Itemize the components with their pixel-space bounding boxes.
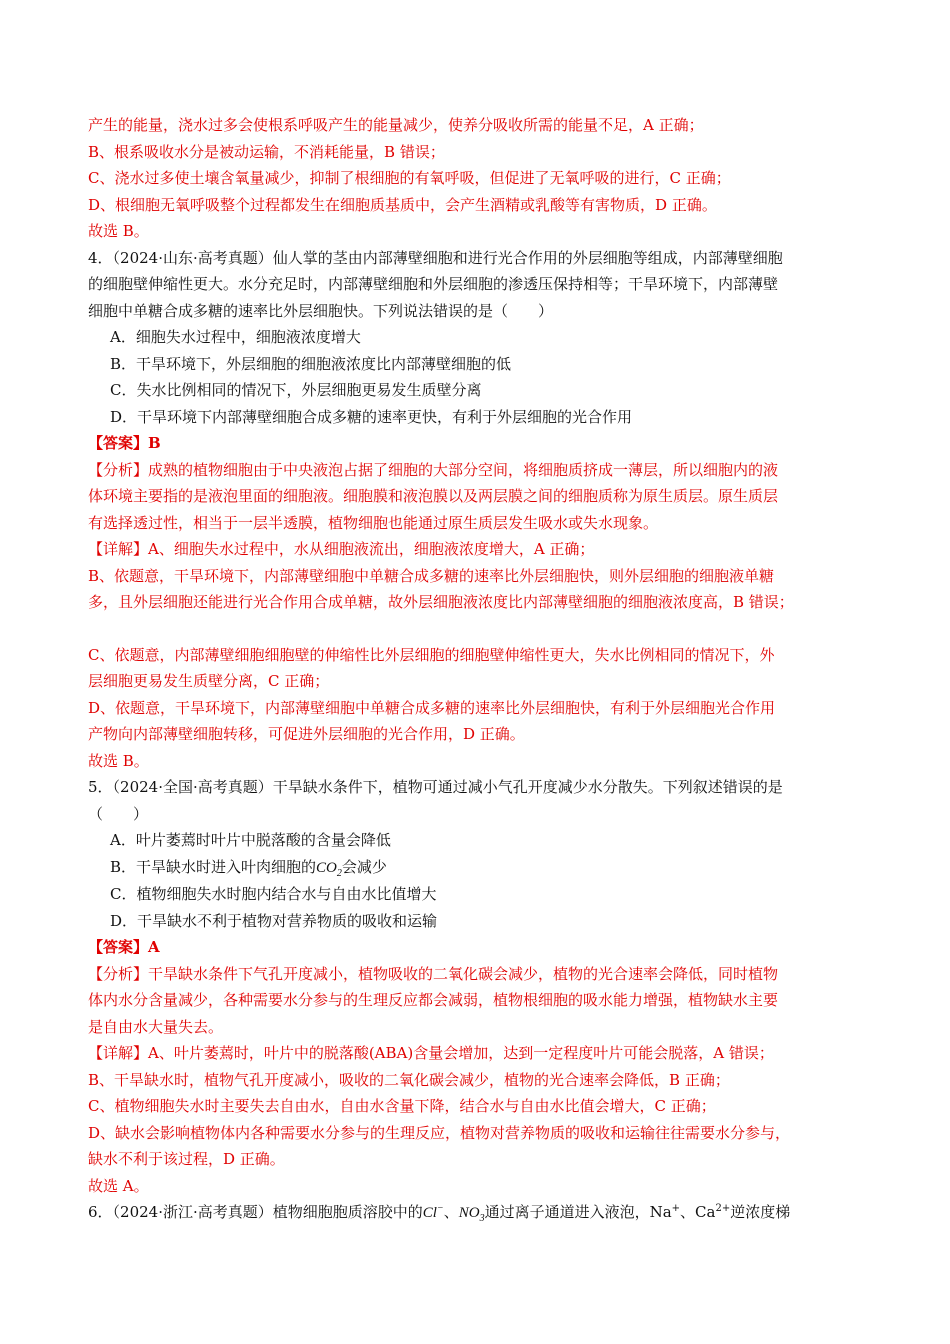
q5-option-b-text: B．干旱缺水时进入叶肉细胞的 xyxy=(110,857,317,876)
q4-detail-line: 层细胞更易发生质壁分离，C 正确； xyxy=(88,672,330,690)
blank-line xyxy=(88,616,864,642)
q4-answer: 【答案】B xyxy=(88,434,161,452)
q3-explanation-line: C、浇水过多使土壤含氧量减少，抑制了根细胞的有氧呼吸，但促进了无氧呼吸的进行，C 正确； xyxy=(88,169,731,187)
q5-answer: 【答案】A xyxy=(88,938,160,956)
q4-option-b: B．干旱环境下，外层细胞的细胞液浓度比内部薄壁细胞的低 xyxy=(110,354,512,373)
q5-analysis-line: 是自由水大量失去。 xyxy=(88,1017,224,1036)
q3-final-choice: 故选 B。 xyxy=(88,222,149,240)
q4-detail-line: C、依题意，内部薄壁细胞细胞壁的伸缩性比外层细胞的细胞壁伸缩性更大，失水比例相同的情况下，外 xyxy=(88,645,775,664)
q5-detail-line: B、干旱缺水时，植物气孔开度减小，吸收的二氧化碳会减少，植物的光合速率会降低，B 正确； xyxy=(88,1070,730,1089)
calcium-charge: 2+ xyxy=(715,1203,731,1214)
q5-detail-line: D、缺水会影响植物体内各种需要水分参与的生理反应，植物对营养物质的吸收和运输往往需要水分参与， xyxy=(88,1123,791,1142)
q3-explanation-line: B、根系吸收水分是被动运输，不消耗能量，B 错误； xyxy=(88,142,445,161)
q3-explanation-line: 产生的能量，浇水过多会使根系呼吸产生的能量减少，使养分吸收所需的能量不足，A 正确； xyxy=(88,116,704,134)
q5-analysis-line: 体内水分含量减少，各种需要水分参与的生理反应都会减弱，植物根细胞的吸水能力增强，植物缺水主要 xyxy=(88,991,779,1009)
q4-detail-line: 【详解】A、细胞失水过程中，水从细胞液流出，细胞液浓度增大，A 正确； xyxy=(88,540,595,558)
question-4 xyxy=(88,245,864,775)
q5-detail-line: C、植物细胞失水时主要失去自由水，自由水含量下降，结合水与自由水比值会增大，C 正确； xyxy=(88,1097,716,1115)
q5-option-c: C．植物细胞失水时胞内结合水与自由水比值增大 xyxy=(110,885,437,903)
q4-option-d: D．干旱环境下内部薄壁细胞合成多糖的速率更快，有利于外层细胞的光合作用 xyxy=(110,407,633,426)
question-6-stem: 6．（2024·浙江·高考真题）植物细胞胞质溶胶中的Cl−、$NO_3$通过离子通道进入液泡，Na+、$Ca^{2+}$逆浓度梯 xyxy=(88,1203,791,1224)
nitrate-ion: $NO_3$ xyxy=(458,1205,485,1224)
q5-option-a: A．叶片萎蔫时叶片中脱落酸的含量会降低 xyxy=(110,831,391,849)
q5-detail-line: 缺水不利于该过程，D 正确。 xyxy=(88,1150,285,1168)
q4-detail-line: B、依题意，干旱环境下，内部薄壁细胞中单糖合成多糖的速率比外层细胞快，则外层细胞的细胞液单糖 xyxy=(88,566,775,585)
q4-stem-line: 的细胞壁伸缩性更大。水分充足时，内部薄壁细胞和外层细胞的渗透压保持相等；干旱环境下，内部薄壁 xyxy=(88,275,779,293)
sodium-charge: + xyxy=(671,1203,681,1214)
q4-detail-line: 多，且外层细胞还能进行光合作用合成单糖，故外层细胞液浓度比内部薄壁细胞的细胞液浓度高，B 错误； xyxy=(88,593,794,611)
question-5 xyxy=(88,774,864,1199)
q5-analysis-line: 【分析】干旱缺水条件下气孔开度减小，植物吸收的二氧化碳会减少，植物的光合速率会降低，同时植物 xyxy=(88,964,779,983)
chloride-ion: Cl− xyxy=(422,1203,444,1221)
q5-final-choice: 故选 A。 xyxy=(88,1176,149,1195)
q4-analysis-line: 【分析】成熟的植物细胞由于中央液泡占据了细胞的大部分空间，将细胞质挤成一薄层，所以细胞内的液 xyxy=(88,460,779,479)
document-page xyxy=(88,112,864,1227)
q4-detail-line: 产物向内部薄壁细胞转移，可促进外层细胞的光合作用，D 正确。 xyxy=(88,725,525,743)
q4-stem-line: 细胞中单糖合成多糖的速率比外层细胞快。下列说法错误的是（ ） xyxy=(88,301,554,320)
q4-analysis-line: 体环境主要指的是液泡里面的细胞液。细胞膜和液泡膜以及两层膜之间的细胞质称为原生质层。原生质层 xyxy=(88,487,779,505)
q5-stem-line: 5．（2024·全国·高考真题）干旱缺水条件下，植物可通过减小气孔开度减少水分散失。下列叙述错误的是 xyxy=(88,778,783,796)
q4-analysis-line: 有选择透过性，相当于一层半透膜，植物细胞也能通过原生质层发生吸水或失水现象。 xyxy=(88,513,659,532)
q3-explanation-line: D、根细胞无氧呼吸整个过程都发生在细胞质基质中，会产生酒精或乳酸等有害物质，D 正确。 xyxy=(88,195,717,214)
q5-option-b-text-end: 会减少 xyxy=(341,857,387,876)
q5-option-d: D．干旱缺水不利于植物对营养物质的吸收和运输 xyxy=(110,911,438,930)
q4-option-c: C．失水比例相同的情况下，外层细胞更易发生质壁分离 xyxy=(110,381,482,399)
q4-option-a: A．细胞失水过程中，细胞液浓度增大 xyxy=(110,328,361,346)
q5-option-b xyxy=(88,854,864,882)
q5-detail-line: 【详解】A、叶片萎蔫时，叶片中的脱落酸(ABA)含量会增加，达到一定程度叶片可能会脱落，A 错误； xyxy=(88,1044,774,1062)
co2-formula: $CO_2$ xyxy=(316,859,342,879)
q4-detail-line: D、依题意，干旱环境下，内部薄壁细胞中单糖合成多糖的速率比外层细胞快，有利于外层细胞光合作用 xyxy=(88,698,776,717)
q4-final-choice: 故选 B。 xyxy=(88,751,149,770)
q4-stem-line: 4．（2024·山东·高考真题）仙人掌的茎由内部薄壁细胞和进行光合作用的外层细胞等组成，内部薄壁细胞 xyxy=(88,248,783,267)
q5-stem-line: （ ） xyxy=(88,804,149,823)
